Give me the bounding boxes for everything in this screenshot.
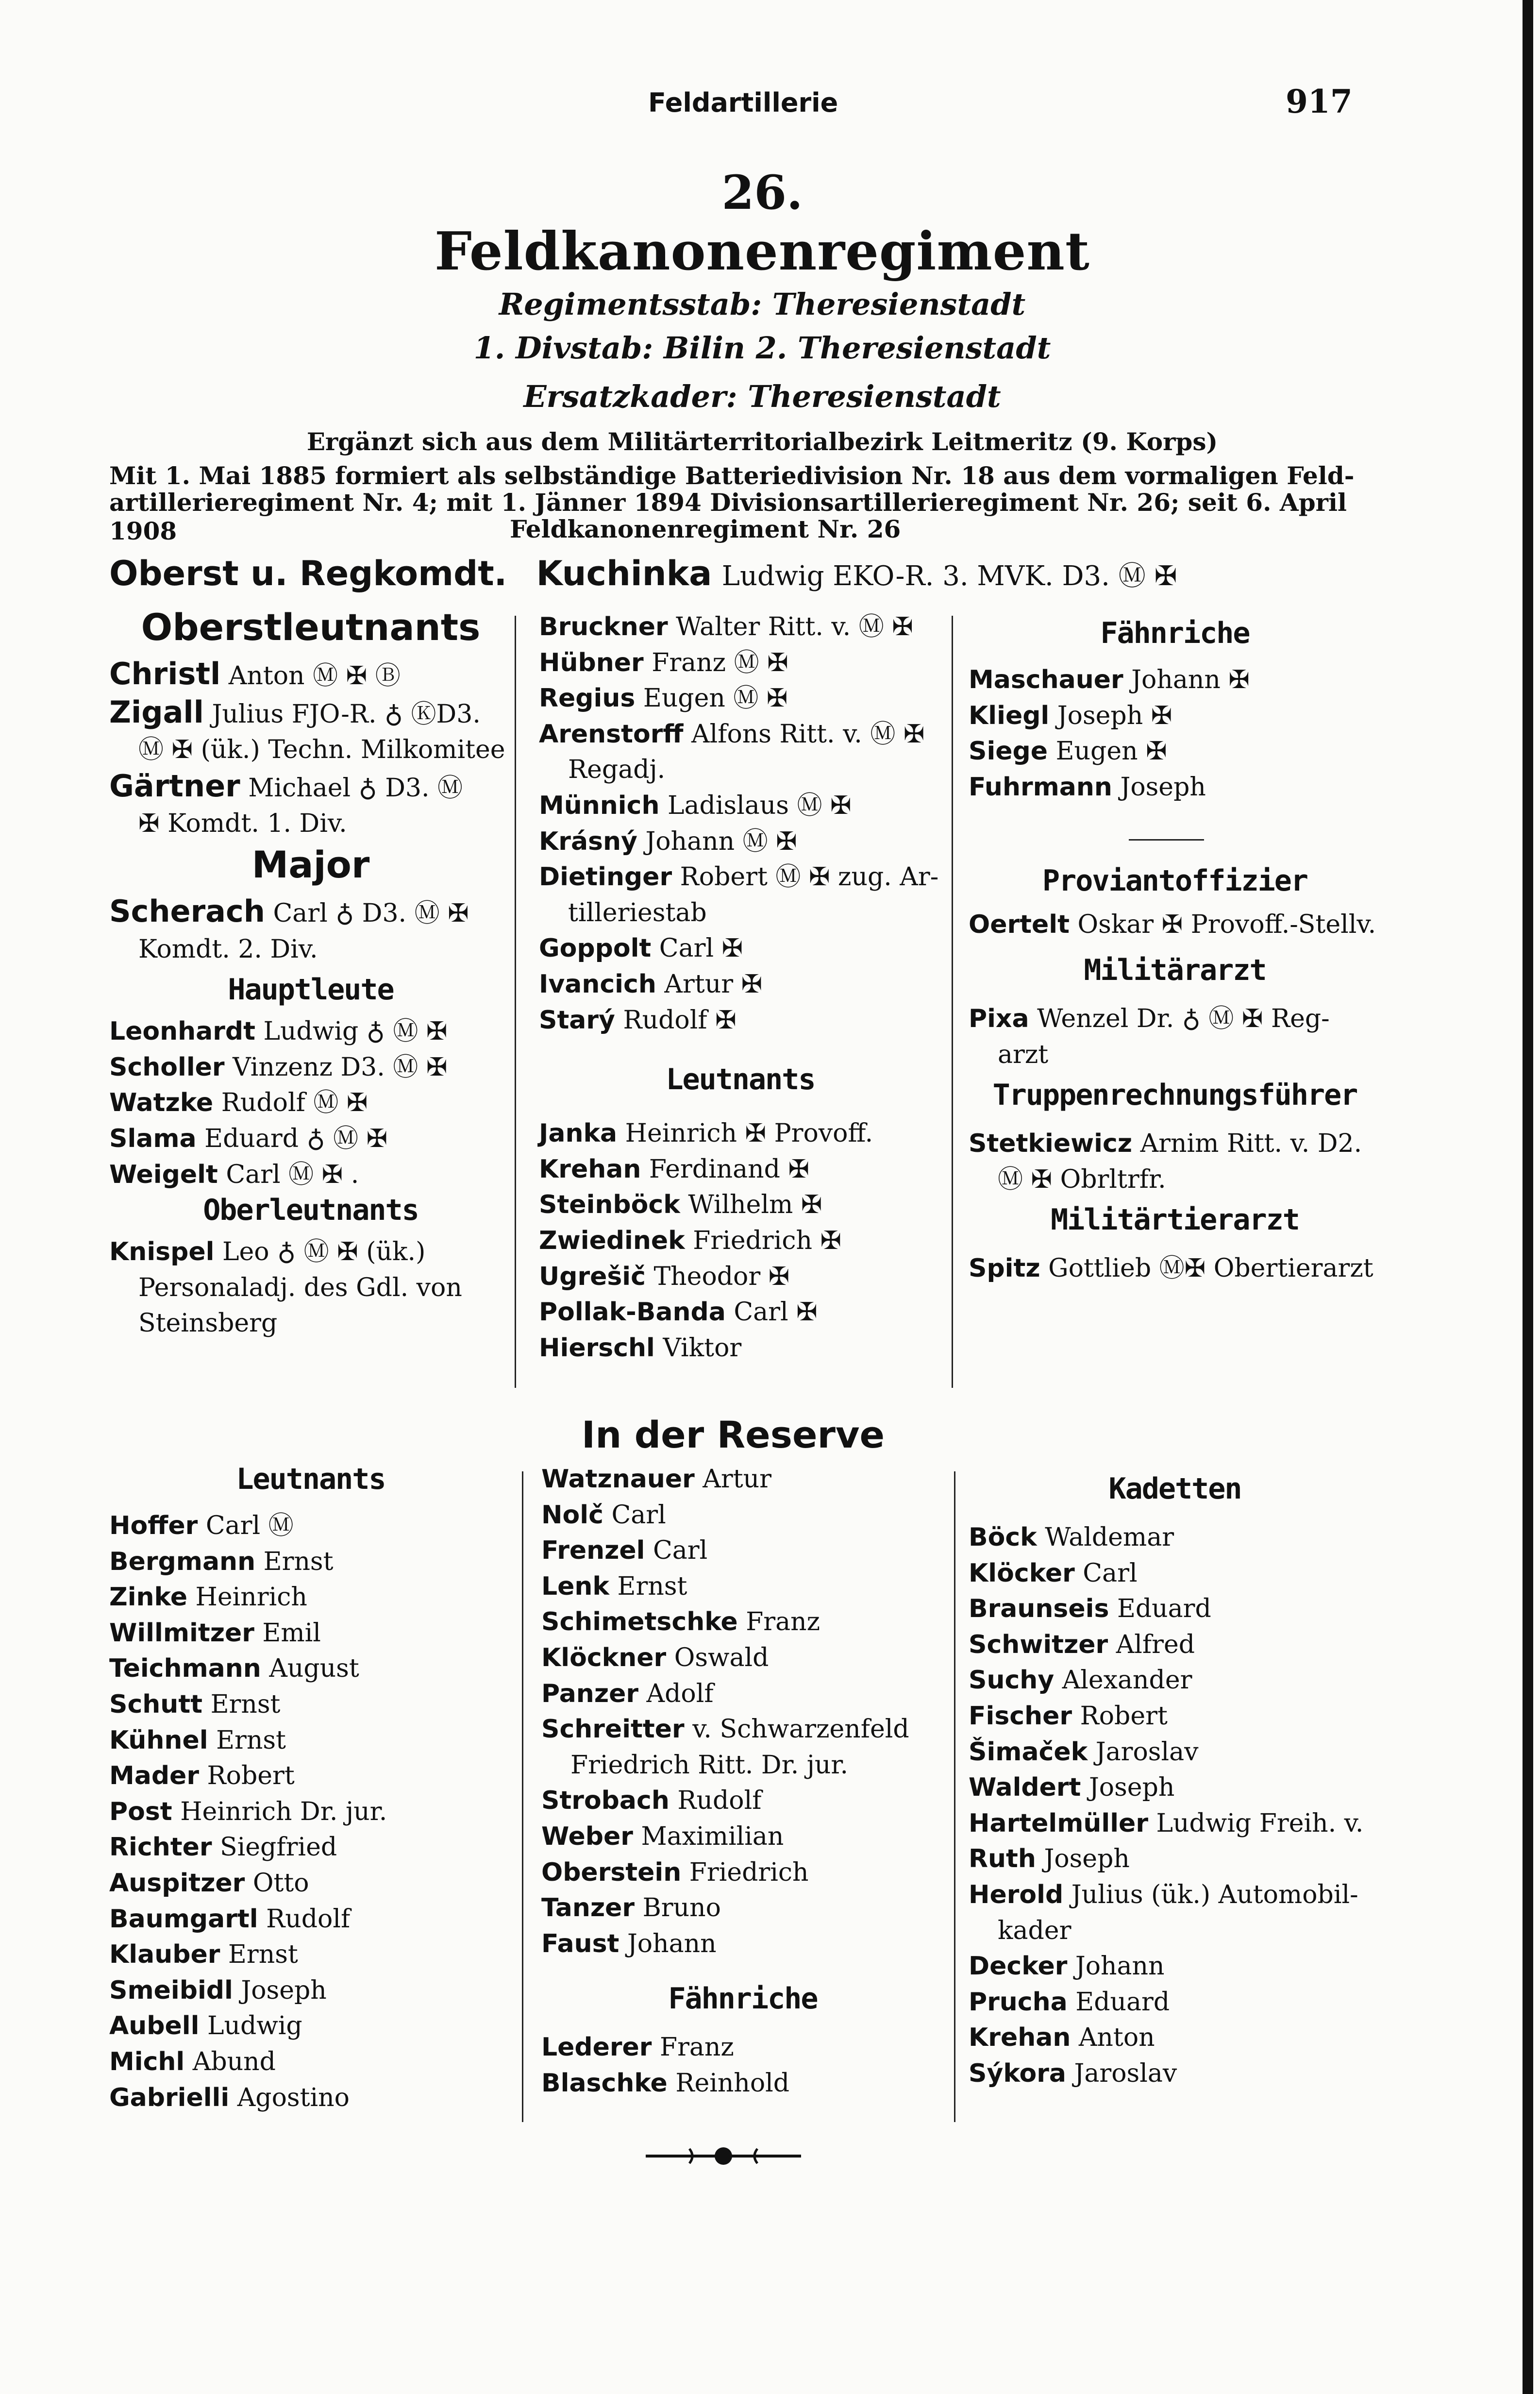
person-details: Eugen ✠ <box>1055 737 1167 766</box>
hauptleute-heading: Hauptleute <box>228 973 394 1007</box>
person-details: Ernst <box>210 1689 281 1719</box>
list-item-cont: arzt <box>998 1040 1049 1069</box>
commander-name: Kuchinka <box>536 554 712 593</box>
list-item <box>969 1699 1381 1735</box>
person-details: Eduard <box>1075 1987 1170 2017</box>
list-item: Weigelt Carl Ⓜ ✠ . <box>109 1160 359 1189</box>
person-surname: Hoffer <box>109 1511 198 1540</box>
list-item <box>541 1712 944 1748</box>
reserve-leutnants-cont-list <box>541 1462 944 1962</box>
list-item: Spitz Gottlieb Ⓜ✠ Obertierarzt <box>969 1254 1373 1283</box>
list-item <box>969 1556 1381 1592</box>
regiment-number: 26. <box>721 165 803 220</box>
reserve-faehnriche-list <box>541 2030 944 2101</box>
person-surname: Willmitzer <box>109 1618 254 1648</box>
person-details: Carl <box>1083 1558 1138 1588</box>
person-surname: Oberstein <box>541 1857 682 1887</box>
person-details: August <box>269 1654 359 1684</box>
militaerarzt-heading: Militärarzt <box>1084 953 1266 987</box>
commander-label: Oberst u. Regkomdt. <box>109 554 507 593</box>
person-surname: Baumgartl <box>109 1904 258 1934</box>
person-details: Jaroslav <box>1074 2058 1177 2088</box>
person-surname: Starý <box>539 1005 615 1035</box>
person-surname: Fischer <box>969 1701 1072 1731</box>
person-surname: Panzer <box>541 1679 639 1708</box>
kadetten-list <box>969 1520 1381 2092</box>
person-surname: Braunseis <box>969 1594 1109 1624</box>
reserve-leutnants-list <box>109 1508 512 2116</box>
person-surname: Ivancich <box>539 969 656 999</box>
person-details: Abund <box>192 2047 276 2076</box>
list-item <box>969 770 1381 806</box>
person-surname: Aubell <box>109 2011 200 2041</box>
reserve-faehnriche-heading: Fähnriche <box>668 1982 818 2016</box>
list-item: Pixa Wenzel Dr. ♁ Ⓜ ✠ Reg- <box>969 1004 1330 1033</box>
list-item <box>109 1758 512 1794</box>
list-item <box>109 1937 512 1973</box>
person-details: Friedrich <box>689 1857 809 1887</box>
person-details: Franz Ⓜ ✠ <box>652 648 788 677</box>
ersatzkader-line: Ersatzkader: Theresienstadt <box>523 379 1001 414</box>
person-details: Rudolf ✠ <box>623 1005 737 1035</box>
person-details: Alexander <box>1062 1666 1192 1695</box>
person-surname: Schutt <box>109 1689 203 1719</box>
person-details: Regadj. <box>568 755 666 785</box>
person-details: Maximilian <box>641 1821 784 1851</box>
list-item <box>541 1926 944 1962</box>
person-surname: Goppolt <box>539 934 652 963</box>
person-details: Johann Ⓜ ✠ <box>645 826 797 856</box>
person-details: Agostino <box>237 2083 350 2112</box>
person-details: Otto <box>252 1868 309 1898</box>
list-item <box>539 645 942 681</box>
person-details: Adolf <box>646 1679 714 1708</box>
column-rule <box>954 1471 955 2122</box>
person-surname: Siege <box>969 737 1048 766</box>
list-item <box>541 1890 944 1926</box>
list-item <box>541 1748 944 1784</box>
person-details: Heinrich <box>195 1583 307 1612</box>
person-details: Artur ✠ <box>664 969 763 999</box>
person-surname: Auspitzer <box>109 1868 245 1898</box>
person-details: Franz <box>746 1607 820 1637</box>
list-item <box>109 1794 512 1830</box>
person-surname: Faust <box>541 1929 619 1958</box>
list-item <box>539 1187 942 1223</box>
list-item <box>969 1770 1381 1806</box>
list-item <box>109 1973 512 2009</box>
list-item <box>109 1866 512 1902</box>
person-surname: Lenk <box>541 1571 610 1601</box>
list-item: Zigall Julius FJO-R. ♁ ⓀD3. <box>109 694 481 730</box>
person-details: Jaroslav <box>1095 1737 1199 1767</box>
end-ornament-icon <box>641 2139 806 2173</box>
list-item <box>539 1223 942 1259</box>
person-details: Eduard <box>1117 1594 1211 1624</box>
person-details: Emil <box>262 1618 321 1648</box>
list-item <box>539 1331 942 1366</box>
person-details: Ferdinand ✠ <box>649 1154 810 1184</box>
list-item <box>539 967 942 1003</box>
person-surname: Weber <box>541 1821 633 1851</box>
person-details: Waldemar <box>1045 1523 1174 1552</box>
list-item <box>539 609 942 645</box>
person-surname: Strobach <box>541 1786 670 1816</box>
column-3 <box>969 616 1381 1287</box>
list-item <box>109 1616 512 1652</box>
list-item: Leonhardt Ludwig ♁ Ⓜ ✠ <box>109 1017 448 1046</box>
person-surname: Klöckner <box>541 1643 667 1672</box>
running-head: Feldartillerie <box>648 87 838 118</box>
list-item: Oertelt Oskar ✠ Provoff.-Stellv. <box>969 910 1376 940</box>
person-surname: Zinke <box>109 1583 188 1612</box>
list-item: Christl Anton Ⓜ ✠ Ⓑ <box>109 656 401 691</box>
kadetten-heading: Kadetten <box>1108 1472 1241 1506</box>
person-details: Carl ✠ <box>659 934 743 963</box>
person-surname: Waldert <box>969 1773 1081 1803</box>
person-details: Johann <box>1075 1952 1165 1981</box>
person-surname: Maschauer <box>969 665 1123 694</box>
person-surname: Nolč <box>541 1500 603 1530</box>
list-item <box>539 895 942 931</box>
person-details: Johann <box>627 1929 717 1958</box>
list-item <box>539 717 942 753</box>
list-item <box>539 681 942 717</box>
list-item: Scholler Vinzenz D3. Ⓜ ✠ <box>109 1052 448 1082</box>
list-item: Watzke Rudolf Ⓜ ✠ <box>109 1088 368 1118</box>
person-surname: Janka <box>539 1119 618 1148</box>
list-item <box>539 931 942 967</box>
person-surname: Mader <box>109 1761 199 1791</box>
list-item: Gärtner Michael ♁ D3. Ⓜ <box>109 768 463 804</box>
person-surname: Smeibidl <box>109 1975 233 2005</box>
person-surname: Klöcker <box>969 1558 1075 1588</box>
major-heading: Major <box>251 843 370 886</box>
list-item <box>109 1651 512 1687</box>
person-details: Alfons Ritt. v. Ⓜ ✠ <box>691 719 925 749</box>
commander-rest: Ludwig EKO-R. 3. MVK. D3. Ⓜ ✠ <box>721 560 1177 592</box>
person-details: Robert <box>207 1761 295 1791</box>
reserve-heading: In der Reserve <box>581 1413 885 1456</box>
list-item <box>109 2044 512 2080</box>
person-details: Theodor ✠ <box>653 1262 790 1291</box>
person-details: Eugen Ⓜ ✠ <box>643 684 788 713</box>
regimentsstab-line: Regimentsstab: Theresienstadt <box>499 287 1026 322</box>
truppenrechnungsfuehrer-heading: Truppenrechnungsführer <box>992 1078 1357 1113</box>
person-surname: Schreitter <box>541 1715 685 1744</box>
list-item <box>969 2056 1381 2092</box>
person-surname: Fuhrmann <box>969 772 1112 802</box>
list-item <box>109 1902 512 1938</box>
oberleutnants-cont-list <box>539 609 942 1038</box>
person-surname: Pollak-Banda <box>539 1298 726 1327</box>
person-details: Reinhold <box>675 2068 790 2098</box>
reserve-column-1 <box>109 1462 512 2116</box>
history-line-3: Feldkanonenregiment Nr. 26 <box>510 515 901 543</box>
person-surname: Kühnel <box>109 1725 208 1755</box>
list-item <box>969 698 1381 734</box>
person-details: Franz <box>659 2033 734 2062</box>
person-details: Ludwig <box>207 2011 302 2041</box>
person-surname: Tanzer <box>541 1893 635 1923</box>
list-item <box>539 824 942 860</box>
reserve-column-2 <box>541 1462 944 2102</box>
person-details: Siegfried <box>220 1833 337 1862</box>
list-item: Knispel Leo ♁ Ⓜ ✠ (ük.) <box>109 1237 426 1267</box>
reserve-leutnants-heading: Leutnants <box>236 1462 385 1496</box>
person-surname: Michl <box>109 2047 185 2076</box>
person-surname: Lederer <box>541 2033 652 2062</box>
person-details: Anton <box>1078 2023 1155 2053</box>
person-surname: Bergmann <box>109 1547 256 1576</box>
list-item <box>969 1877 1381 1913</box>
person-surname: Bruckner <box>539 612 668 641</box>
list-item <box>969 662 1381 698</box>
list-item: Slama Eduard ♁ Ⓜ ✠ <box>109 1124 388 1153</box>
column-rule <box>515 616 516 1388</box>
person-surname: Dietinger <box>539 862 672 892</box>
list-item <box>539 1259 942 1295</box>
person-surname: Ugrešič <box>539 1262 646 1291</box>
list-item <box>541 1640 944 1676</box>
person-details: Johann ✠ <box>1131 665 1250 694</box>
person-surname: Arenstorff <box>539 719 684 749</box>
person-details: Ernst <box>617 1571 687 1601</box>
person-details: Ladislaus Ⓜ ✠ <box>668 791 852 820</box>
list-item <box>969 734 1381 770</box>
person-surname: Böck <box>969 1523 1037 1552</box>
person-surname: Kliegl <box>969 701 1050 730</box>
list-item <box>539 1116 942 1152</box>
person-details: tilleriestab <box>568 898 707 927</box>
person-details: v. Schwarzenfeld <box>692 1715 909 1744</box>
list-item <box>109 2080 512 2116</box>
person-details: Oswald <box>674 1643 769 1672</box>
person-details: Joseph <box>1044 1844 1130 1874</box>
person-details: Robert <box>1080 1701 1168 1731</box>
commander-line <box>109 554 1177 593</box>
list-item <box>539 752 942 788</box>
person-surname: Gabrielli <box>109 2083 230 2112</box>
person-surname: Schwitzer <box>969 1630 1108 1659</box>
person-surname: Zwiedinek <box>539 1226 685 1255</box>
person-details: Friedrich Ritt. Dr. jur. <box>570 1750 849 1780</box>
person-details: Friedrich ✠ <box>693 1226 842 1255</box>
person-details: Ernst <box>216 1725 286 1755</box>
militaertierarzt-heading: Militärtierarzt <box>1051 1203 1299 1237</box>
list-item <box>109 1830 512 1866</box>
list-item <box>109 1723 512 1759</box>
person-surname: Post <box>109 1797 172 1826</box>
person-details: Carl <box>653 1536 708 1566</box>
list-item-cont: Personaladj. des Gdl. von <box>138 1273 462 1302</box>
faehnriche-heading: Fähnriche <box>1100 616 1250 650</box>
list-item <box>969 1806 1381 1842</box>
person-surname: Šimaček <box>969 1737 1088 1767</box>
reserve-column-3 <box>969 1471 1381 2092</box>
person-surname: Herold <box>969 1880 1064 1909</box>
list-item <box>541 1498 944 1534</box>
column-2 <box>539 609 942 1366</box>
person-surname: Krásný <box>539 826 637 856</box>
person-details: Walter Ritt. v. Ⓜ ✠ <box>676 612 913 641</box>
person-surname: Münnich <box>539 791 660 820</box>
person-surname: Krehan <box>539 1154 641 1184</box>
person-details: Joseph <box>1088 1773 1175 1803</box>
person-surname: Suchy <box>969 1666 1055 1695</box>
list-item <box>541 1676 944 1712</box>
column-rule <box>952 616 953 1388</box>
person-surname: Hübner <box>539 648 644 677</box>
list-item-cont: ✠ Komdt. 1. Div. <box>138 809 347 839</box>
person-details: Joseph <box>1120 772 1206 802</box>
person-details: Joseph <box>241 1975 327 2005</box>
regiment-name: Feldkanonenregiment <box>435 221 1090 282</box>
list-item <box>109 1580 512 1616</box>
list-item <box>541 1819 944 1855</box>
person-surname: Richter <box>109 1833 212 1862</box>
person-details: Carl <box>611 1500 666 1530</box>
list-item <box>541 1569 944 1605</box>
list-item <box>969 1520 1381 1556</box>
list-item-cont: Ⓜ ✠ Obrltrfr. <box>998 1164 1166 1194</box>
leutnants-list <box>539 1116 942 1366</box>
person-details: Viktor <box>663 1333 742 1363</box>
page-number: 917 <box>1286 83 1353 120</box>
list-item <box>541 1855 944 1891</box>
list-item <box>109 1687 512 1723</box>
person-details: Heinrich Dr. jur. <box>180 1797 387 1826</box>
person-surname: Hartelmüller <box>969 1808 1148 1838</box>
list-item <box>541 1604 944 1640</box>
list-item <box>969 1985 1381 2021</box>
history-line-2: artillerieregiment Nr. 4; mit 1. Jänner 1894 Divisionsartillerieregiment Nr. 26; seit 6. April 1908 <box>109 488 1347 545</box>
person-details: Ernst <box>263 1547 334 1576</box>
list-item <box>541 2066 944 2102</box>
person-details: Carl Ⓜ <box>205 1511 294 1540</box>
list-item <box>539 860 942 895</box>
list-item <box>969 1627 1381 1663</box>
list-item <box>969 1735 1381 1770</box>
person-details: kader <box>998 1916 1071 1945</box>
person-surname: Ruth <box>969 1844 1036 1874</box>
person-surname: Teichmann <box>109 1654 261 1684</box>
history-line-1: Mit 1. Mai 1885 formiert als selbständige Batteriedivision Nr. 18 aus dem vormaligen Feld- <box>109 461 1355 490</box>
person-surname: Decker <box>969 1952 1068 1981</box>
list-item <box>969 1663 1381 1699</box>
person-details: Robert Ⓜ ✠ zug. Ar- <box>680 862 939 892</box>
column-rule <box>522 1471 523 2122</box>
list-item <box>969 1913 1381 1949</box>
person-surname: Steinböck <box>539 1190 680 1220</box>
list-item: Scherach Carl ♁ D3. Ⓜ ✠ <box>109 893 469 929</box>
list-item: Stetkiewicz Arnim Ritt. v. D2. <box>969 1129 1362 1159</box>
person-surname: Frenzel <box>541 1536 645 1566</box>
person-details: Alfred <box>1116 1630 1195 1659</box>
person-surname: Blaschke <box>541 2068 668 2098</box>
list-item <box>539 1003 942 1039</box>
person-details: Ernst <box>228 1940 298 1970</box>
person-surname: Regius <box>539 684 636 713</box>
person-details: Joseph ✠ <box>1057 701 1172 730</box>
list-item-cont: Komdt. 2. Div. <box>138 934 318 964</box>
ergaenzung-line: Ergänzt sich aus dem Militärterritorialbezirk Leitmeritz (9. Korps) <box>306 427 1218 456</box>
list-item <box>541 2030 944 2066</box>
list-item <box>539 1295 942 1331</box>
person-details: Ludwig Freih. v. <box>1156 1808 1364 1838</box>
list-item-cont: Ⓜ ✠ (ük.) Techn. Milkomitee <box>138 735 505 765</box>
person-surname: Krehan <box>969 2023 1071 2053</box>
list-item <box>109 1508 512 1544</box>
column-1 <box>109 606 512 1342</box>
person-details: Rudolf <box>266 1904 351 1934</box>
list-item <box>969 2020 1381 2056</box>
list-item <box>969 1841 1381 1877</box>
person-details: Bruno <box>642 1893 721 1923</box>
list-item <box>539 788 942 824</box>
list-item-cont: Steinsberg <box>138 1309 278 1338</box>
list-item <box>541 1462 944 1498</box>
leutnants-heading: Leutnants <box>666 1062 815 1097</box>
person-details: Julius (ük.) Automobil- <box>1071 1880 1358 1909</box>
list-item <box>969 1591 1381 1627</box>
person-surname: Sýkora <box>969 2058 1066 2088</box>
oberstleutnants-heading: Oberstleutnants <box>141 606 481 649</box>
person-details: Artur <box>703 1465 771 1494</box>
faehnriche-list <box>969 662 1381 805</box>
list-item <box>541 1783 944 1819</box>
list-item <box>969 1949 1381 1985</box>
person-surname: Schimetschke <box>541 1607 738 1637</box>
list-item <box>109 1544 512 1580</box>
list-item <box>109 2008 512 2044</box>
section-divider <box>1129 839 1204 841</box>
list-item <box>541 1533 944 1569</box>
person-details: Rudolf <box>677 1786 762 1816</box>
person-details: Heinrich ✠ Provoff. <box>625 1119 873 1148</box>
divstab-line: 1. Divstab: Bilin 2. Theresienstadt <box>473 330 1051 366</box>
person-surname: Hierschl <box>539 1333 655 1363</box>
person-surname: Watznauer <box>541 1465 695 1494</box>
proviantoffizier-heading: Proviantoffizier <box>1042 864 1307 898</box>
person-details: Wilhelm ✠ <box>688 1190 822 1220</box>
person-details: Carl ✠ <box>734 1298 818 1327</box>
person-surname: Klauber <box>109 1940 220 1970</box>
list-item <box>539 1152 942 1188</box>
oberleutnants-heading: Oberleutnants <box>203 1193 418 1228</box>
person-surname: Prucha <box>969 1987 1068 2017</box>
